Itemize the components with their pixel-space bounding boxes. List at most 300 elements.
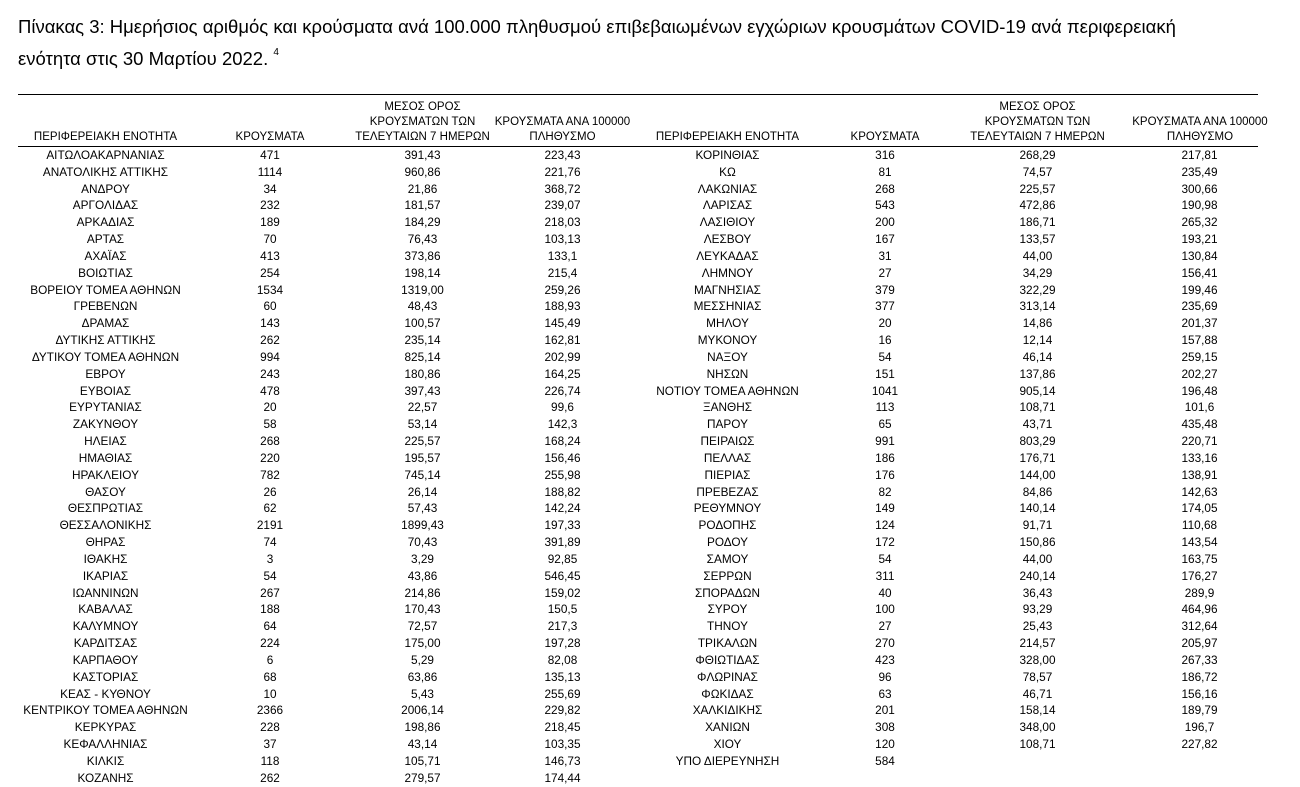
cases-cell: 82 xyxy=(878,484,892,499)
per100k-cell: 168,24 xyxy=(544,434,581,449)
cases-cell: 1534 xyxy=(256,282,284,297)
avg7-cell: 328,00 xyxy=(1019,652,1056,667)
avg7-cell: 905,14 xyxy=(1019,383,1056,398)
region-cell: ΡΟΔΟΠΗΣ xyxy=(698,518,757,533)
cases-cell: 308 xyxy=(875,720,895,735)
avg7-cell: 397,43 xyxy=(404,383,441,398)
region-cell: ΚΕΑΣ - ΚΥΘΝΟΥ xyxy=(60,686,151,701)
per100k-cell: 157,88 xyxy=(1181,333,1218,348)
footnote-marker: 4 xyxy=(273,47,279,58)
table-row xyxy=(0,214,1253,231)
cases-cell: 1041 xyxy=(871,383,899,398)
cases-cell: 60 xyxy=(263,299,277,314)
avg7-cell: 72,57 xyxy=(407,619,438,634)
table-top-rule xyxy=(18,94,1258,95)
cases-cell: 26 xyxy=(263,484,277,499)
header-region-left: ΠΕΡΙΦΕΡΕΙΑΚΗ ΕΝΟΤΗΤΑ xyxy=(33,131,178,143)
avg7-cell: 36,43 xyxy=(1022,585,1053,600)
per100k-cell: 235,49 xyxy=(1181,164,1218,179)
avg7-cell: 268,29 xyxy=(1019,148,1056,162)
region-cell: ΕΥΒΟΙΑΣ xyxy=(79,383,132,398)
region-cell: ΘΕΣΣΑΛΟΝΙΚΗΣ xyxy=(59,518,152,533)
cases-cell: 186 xyxy=(875,450,895,465)
region-cell: ΦΛΩΡΙΝΑΣ xyxy=(697,669,758,684)
header-per100k-left: ΚΡΟΥΣΜΑΤΑ ΑΝΑ 100000 ΠΛΗΘΥΣΜΟ xyxy=(494,116,631,143)
cases-cell: 68 xyxy=(263,669,277,684)
avg7-cell: 5,29 xyxy=(411,652,434,667)
table-row xyxy=(0,702,1253,719)
region-cell: ΗΡΑΚΛΕΙΟΥ xyxy=(72,467,139,482)
table-row xyxy=(0,450,1253,467)
per100k-cell: 312,64 xyxy=(1181,619,1218,634)
cases-cell: 379 xyxy=(875,282,895,297)
region-cell: ΑΡΚΑΔΙΑΣ xyxy=(76,215,135,230)
avg7-cell: 214,57 xyxy=(1019,636,1056,651)
per100k-cell: 368,72 xyxy=(544,181,581,196)
region-cell: ΣΕΡΡΩΝ xyxy=(703,568,752,583)
region-cell: ΠΑΡΟΥ xyxy=(707,417,748,432)
cases-cell: 584 xyxy=(875,753,895,768)
region-cell: ΑΡΓΟΛΙΔΑΣ xyxy=(72,198,139,213)
cases-cell: 64 xyxy=(263,619,277,634)
per100k-cell: 223,43 xyxy=(544,148,581,162)
avg7-cell: 43,86 xyxy=(407,568,438,583)
avg7-cell: 184,29 xyxy=(404,215,441,230)
cases-cell: 34 xyxy=(263,181,277,196)
per100k-cell: 546,45 xyxy=(544,568,581,583)
per100k-cell: 145,49 xyxy=(544,316,581,331)
cases-cell: 311 xyxy=(875,568,895,583)
cases-cell: 471 xyxy=(260,148,280,162)
table-row xyxy=(0,568,1253,585)
region-cell: ΝΟΤΙΟΥ ΤΟΜΕΑ ΑΘΗΝΩΝ xyxy=(656,383,799,398)
region-cell: ΑΧΑΪΑΣ xyxy=(84,248,127,263)
avg7-cell: 348,00 xyxy=(1019,720,1056,735)
cases-cell: 377 xyxy=(875,299,895,314)
region-cell: ΚΕΦΑΛΛΗΝΙΑΣ xyxy=(63,736,148,751)
per100k-cell: 174,05 xyxy=(1181,501,1218,516)
avg7-cell: 150,86 xyxy=(1019,535,1056,550)
per100k-cell: 391,89 xyxy=(544,535,581,550)
avg7-cell: 74,57 xyxy=(1022,164,1053,179)
region-cell: ΓΡΕΒΕΝΩΝ xyxy=(73,299,138,314)
per100k-cell: 188,93 xyxy=(544,299,581,314)
avg7-cell: 137,86 xyxy=(1019,366,1056,381)
per100k-cell: 265,32 xyxy=(1181,215,1218,230)
cases-cell: 27 xyxy=(878,619,892,634)
table-row xyxy=(0,197,1253,214)
per100k-cell: 202,27 xyxy=(1181,366,1218,381)
per100k-cell: 150,5 xyxy=(547,602,578,617)
per100k-cell: 190,98 xyxy=(1181,198,1218,213)
region-cell: ΚΑΣΤΟΡΙΑΣ xyxy=(72,669,139,684)
region-cell: ΤΗΝΟΥ xyxy=(707,619,748,634)
cases-cell: 124 xyxy=(875,518,895,533)
avg7-cell: 176,71 xyxy=(1019,450,1056,465)
avg7-cell: 91,71 xyxy=(1022,518,1053,533)
per100k-cell: 142,24 xyxy=(544,501,581,516)
avg7-cell: 1319,00 xyxy=(401,282,444,297)
cases-cell: 20 xyxy=(263,400,277,415)
avg7-cell: 170,43 xyxy=(404,602,441,617)
per100k-cell: 217,81 xyxy=(1181,148,1218,162)
cases-cell: 254 xyxy=(260,265,280,280)
cases-cell: 994 xyxy=(260,349,280,364)
table-row xyxy=(0,534,1253,551)
avg7-cell: 158,14 xyxy=(1019,703,1056,718)
avg7-cell: 84,86 xyxy=(1022,484,1053,499)
cases-cell: 10 xyxy=(263,686,277,701)
per100k-cell: 218,45 xyxy=(544,720,581,735)
region-cell: ΝΗΣΩΝ xyxy=(706,366,749,381)
region-cell: ΚΙΛΚΙΣ xyxy=(86,753,125,768)
per100k-cell: 156,41 xyxy=(1181,265,1218,280)
region-cell: ΑΝΔΡΟΥ xyxy=(81,181,130,196)
region-cell: ΔΥΤΙΚΟΥ ΤΟΜΕΑ ΑΘΗΝΩΝ xyxy=(31,349,180,364)
region-cell: ΜΗΛΟΥ xyxy=(706,316,749,331)
cases-cell: 1114 xyxy=(257,164,283,179)
cases-cell: 316 xyxy=(875,148,895,162)
table-row xyxy=(0,753,1253,770)
region-cell: ΣΑΜΟΥ xyxy=(706,551,749,566)
avg7-cell: 46,14 xyxy=(1022,349,1053,364)
table-row xyxy=(0,181,1253,198)
cases-cell: 118 xyxy=(260,753,280,768)
avg7-cell: 22,57 xyxy=(407,400,438,415)
per100k-cell: 259,26 xyxy=(544,282,581,297)
per100k-cell: 135,13 xyxy=(544,669,581,684)
avg7-cell: 78,57 xyxy=(1022,669,1053,684)
cases-cell: 58 xyxy=(263,417,277,432)
table-row xyxy=(0,618,1253,635)
cases-cell: 54 xyxy=(263,568,277,583)
cases-cell: 200 xyxy=(875,215,895,230)
avg7-cell: 46,71 xyxy=(1022,686,1053,701)
avg7-cell: 825,14 xyxy=(404,349,441,364)
avg7-cell: 12,14 xyxy=(1022,333,1053,348)
region-cell: ΘΕΣΠΡΩΤΙΑΣ xyxy=(67,501,144,516)
per100k-cell: 289,9 xyxy=(1184,585,1215,600)
per100k-cell: 196,7 xyxy=(1184,720,1215,735)
region-cell: ΕΒΡΟΥ xyxy=(85,366,126,381)
region-cell: ΦΘΙΩΤΙΔΑΣ xyxy=(695,652,760,667)
avg7-cell: 803,29 xyxy=(1019,434,1056,449)
table-row xyxy=(0,467,1253,484)
cases-cell: 543 xyxy=(875,198,895,213)
region-cell: ΑΝΑΤΟΛΙΚΗΣ ΑΤΤΙΚΗΣ xyxy=(42,164,169,179)
region-cell: ΗΜΑΘΙΑΣ xyxy=(78,450,133,465)
avg7-cell: 235,14 xyxy=(404,333,441,348)
avg7-cell: 225,57 xyxy=(404,434,441,449)
cases-cell: 267 xyxy=(260,585,280,600)
avg7-cell: 2006,14 xyxy=(401,703,444,718)
cases-cell: 151 xyxy=(875,366,895,381)
per100k-cell: 159,02 xyxy=(544,585,581,600)
per100k-cell: 221,76 xyxy=(544,164,581,179)
avg7-cell: 63,86 xyxy=(407,669,438,684)
per100k-cell: 199,46 xyxy=(1181,282,1218,297)
per100k-cell: 186,72 xyxy=(1181,669,1218,684)
cases-cell: 188 xyxy=(260,602,280,617)
cases-cell: 63 xyxy=(878,686,892,701)
header-cases-left: ΚΡΟΥΣΜΑΤΑ xyxy=(235,131,305,143)
table-row xyxy=(0,652,1253,669)
region-cell: ΘΑΣΟΥ xyxy=(85,484,126,499)
per100k-cell: 300,66 xyxy=(1181,181,1218,196)
cases-cell: 270 xyxy=(875,636,895,651)
table-row xyxy=(0,416,1253,433)
per100k-cell: 267,33 xyxy=(1181,652,1218,667)
per100k-cell: 162,81 xyxy=(544,333,581,348)
cases-cell: 54 xyxy=(878,551,892,566)
cases-cell: 413 xyxy=(260,248,280,263)
avg7-cell: 21,86 xyxy=(407,181,438,196)
table-row xyxy=(0,736,1253,753)
region-cell: ΑΙΤΩΛΟΑΚΑΡΝΑΝΙΑΣ xyxy=(46,148,165,162)
region-cell: ΛΕΥΚΑΔΑΣ xyxy=(696,248,759,263)
region-cell: ΣΠΟΡΑΔΩΝ xyxy=(694,585,761,600)
per100k-cell: 138,91 xyxy=(1181,467,1218,482)
region-cell: ΡΕΘΥΜΝΟΥ xyxy=(693,501,762,516)
per100k-cell: 229,82 xyxy=(544,703,581,718)
header-avg7-right: ΜΕΣΟΣ ΟΡΟΣ ΚΡΟΥΣΜΑΤΩΝ ΤΩΝ ΤΕΛΕΥΤΑΙΩΝ 7 ΗΜΕΡΩΝ xyxy=(970,101,1105,143)
table-row xyxy=(0,484,1253,501)
table-row xyxy=(0,248,1253,265)
per100k-cell: 226,74 xyxy=(544,383,581,398)
cases-cell: 228 xyxy=(260,720,280,735)
avg7-cell: 105,71 xyxy=(404,753,441,768)
avg7-cell: 198,14 xyxy=(404,265,441,280)
table-row xyxy=(0,601,1253,618)
region-cell: ΙΩΑΝΝΙΝΩΝ xyxy=(72,585,139,600)
per100k-cell: 103,35 xyxy=(544,736,581,751)
per100k-cell: 99,6 xyxy=(551,400,574,415)
region-cell: ΔΥΤΙΚΗΣ ΑΤΤΙΚΗΣ xyxy=(55,333,156,348)
region-cell: ΗΛΕΙΑΣ xyxy=(84,434,127,449)
region-cell: ΒΟΡΕΙΟΥ ΤΟΜΕΑ ΑΘΗΝΩΝ xyxy=(30,282,181,297)
region-cell: ΛΕΣΒΟΥ xyxy=(703,232,752,247)
header-region-right: ΠΕΡΙΦΕΡΕΙΑΚΗ ΕΝΟΤΗΤΑ xyxy=(655,131,800,143)
per100k-cell: 435,48 xyxy=(1181,417,1218,432)
cases-cell: 423 xyxy=(875,652,895,667)
avg7-cell: 322,29 xyxy=(1019,282,1056,297)
per100k-cell: 255,69 xyxy=(544,686,581,701)
region-cell: ΚΟΡΙΝΘΙΑΣ xyxy=(695,148,760,162)
per100k-cell: 205,97 xyxy=(1181,636,1218,651)
per100k-cell: 133,1 xyxy=(547,248,578,263)
table-row xyxy=(0,669,1253,686)
per100k-cell: 201,37 xyxy=(1181,316,1218,331)
cases-cell: 37 xyxy=(263,736,277,751)
avg7-cell: 53,14 xyxy=(407,417,438,432)
table-row xyxy=(0,383,1253,400)
region-cell: ΧΑΛΚΙΔΙΚΗΣ xyxy=(692,703,763,718)
cases-cell: 782 xyxy=(260,467,280,482)
avg7-cell: 391,43 xyxy=(404,148,441,162)
table-caption xyxy=(18,12,1278,73)
table-right-half xyxy=(0,147,1253,770)
table-row xyxy=(0,686,1253,703)
region-cell: ΕΥΡΥΤΑΝΙΑΣ xyxy=(69,400,142,415)
cases-cell: 40 xyxy=(878,585,892,600)
cases-cell: 16 xyxy=(878,333,892,348)
cases-cell: 268 xyxy=(260,434,280,449)
per100k-cell: 103,13 xyxy=(544,232,581,247)
per100k-cell: 259,15 xyxy=(1181,349,1218,364)
region-cell: ΚΕΡΚΥΡΑΣ xyxy=(74,720,137,735)
table-row xyxy=(0,282,1253,299)
avg7-cell: 198,86 xyxy=(404,720,441,735)
avg7-cell: 181,57 xyxy=(404,198,441,213)
cases-cell: 2191 xyxy=(256,518,284,533)
region-cell: ΔΡΑΜΑΣ xyxy=(81,316,130,331)
cases-cell: 74 xyxy=(263,535,277,550)
region-cell: ΣΥΡΟΥ xyxy=(707,602,748,617)
cases-cell: 243 xyxy=(260,366,280,381)
per100k-cell: 255,98 xyxy=(544,467,581,482)
region-cell: ΖΑΚΥΝΘΟΥ xyxy=(72,417,139,432)
table-row xyxy=(0,366,1253,383)
avg7-cell: 3,29 xyxy=(411,551,434,566)
per100k-cell: 215,4 xyxy=(547,265,578,280)
avg7-cell: 108,71 xyxy=(1019,400,1056,415)
region-cell: ΜΑΓΝΗΣΙΑΣ xyxy=(694,282,761,297)
avg7-cell: 93,29 xyxy=(1022,602,1053,617)
region-cell: ΛΑΚΩΝΙΑΣ xyxy=(697,181,758,196)
avg7-cell: 57,43 xyxy=(407,501,438,516)
region-cell: ΠΡΕΒΕΖΑΣ xyxy=(696,484,759,499)
avg7-cell: 100,57 xyxy=(404,316,441,331)
per100k-cell: 218,03 xyxy=(544,215,581,230)
table-row xyxy=(0,719,1253,736)
per100k-cell: 110,68 xyxy=(1181,518,1218,533)
region-cell: ΚΕΝΤΡΙΚΟΥ ΤΟΜΕΑ ΑΘΗΝΩΝ xyxy=(23,703,188,718)
per100k-cell: 146,73 xyxy=(544,753,581,768)
cases-cell: 6 xyxy=(266,652,274,667)
table-row xyxy=(0,551,1253,568)
per100k-cell: 188,82 xyxy=(544,484,581,499)
per100k-cell: 197,33 xyxy=(544,518,581,533)
cases-cell: 232 xyxy=(260,198,280,213)
avg7-cell: 240,14 xyxy=(1019,568,1056,583)
region-cell: ΠΕΙΡΑΙΩΣ xyxy=(700,434,755,449)
per100k-cell: 196,48 xyxy=(1181,383,1218,398)
avg7-cell: 26,14 xyxy=(407,484,438,499)
per100k-cell: 156,16 xyxy=(1181,686,1218,701)
region-cell: ΛΗΜΝΟΥ xyxy=(701,265,754,280)
per100k-cell: 239,07 xyxy=(544,198,581,213)
cases-cell: 100 xyxy=(875,602,895,617)
table-row xyxy=(0,517,1253,534)
cases-cell: 27 xyxy=(878,265,892,280)
avg7-cell: 44,00 xyxy=(1022,248,1053,263)
per100k-cell: 227,82 xyxy=(1181,736,1218,751)
per100k-cell: 92,85 xyxy=(547,551,578,566)
per100k-cell: 142,3 xyxy=(547,417,578,432)
region-cell: ΙΘΑΚΗΣ xyxy=(83,551,128,566)
region-cell: ΒΟΙΩΤΙΑΣ xyxy=(78,265,133,280)
caption-line-1: Πίνακας 3: Ημερήσιος αριθμός και κρούσματα ανά 100.000 πληθυσμού επιβεβαιωμένων εγχώριων κρουσμάτων COVID-19 ανά περιφερειακή xyxy=(18,16,1176,37)
avg7-cell: 14,86 xyxy=(1022,316,1053,331)
region-cell: ΠΙΕΡΙΑΣ xyxy=(704,467,751,482)
per100k-cell: 235,69 xyxy=(1181,299,1218,314)
cases-cell: 3 xyxy=(266,551,274,566)
per100k-cell: 82,08 xyxy=(547,652,578,667)
per100k-cell: 142,63 xyxy=(1181,484,1218,499)
table-row xyxy=(0,399,1253,416)
header-per100k-right: ΚΡΟΥΣΜΑΤΑ ΑΝΑ 100000 ΠΛΗΘΥΣΜΟ xyxy=(1132,116,1268,143)
region-cell: ΜΥΚΟΝΟΥ xyxy=(697,333,758,348)
table-row xyxy=(0,164,1253,181)
cases-cell: 991 xyxy=(875,434,895,449)
region-cell: ΚΩ xyxy=(719,164,736,179)
table-row xyxy=(0,349,1253,366)
avg7-cell: 175,00 xyxy=(404,636,441,651)
cases-cell: 189 xyxy=(260,215,280,230)
per100k-cell: 193,21 xyxy=(1181,232,1218,247)
cases-cell: 120 xyxy=(875,736,895,751)
region-cell: ΥΠΟ ΔΙΕΡΕΥΝΗΣΗ xyxy=(675,753,780,768)
header-avg7-left: ΜΕΣΟΣ ΟΡΟΣ ΚΡΟΥΣΜΑΤΩΝ ΤΩΝ ΤΕΛΕΥΤΑΙΩΝ 7 ΗΜΕΡΩΝ xyxy=(355,101,490,143)
avg7-cell: 180,86 xyxy=(404,366,441,381)
region-cell: ΚΑΒΑΛΑΣ xyxy=(78,602,133,617)
cases-cell: 54 xyxy=(878,349,892,364)
per100k-cell: 156,46 xyxy=(544,450,581,465)
region-cell: ΛΑΡΙΣΑΣ xyxy=(702,198,753,213)
per100k-cell: 217,3 xyxy=(547,619,578,634)
avg7-cell: 186,71 xyxy=(1019,215,1056,230)
cases-cell: 167 xyxy=(875,232,895,247)
cases-cell: 2366 xyxy=(256,703,284,718)
table-row xyxy=(0,433,1253,450)
avg7-cell: 25,43 xyxy=(1022,619,1053,634)
header-cases-right: ΚΡΟΥΣΜΑΤΑ xyxy=(850,131,920,143)
region-cell: ΦΩΚΙΔΑΣ xyxy=(701,686,754,701)
table-row xyxy=(0,265,1253,282)
cases-cell: 143 xyxy=(260,316,280,331)
avg7-cell: 373,86 xyxy=(404,248,441,263)
avg7-cell: 472,86 xyxy=(1019,198,1056,213)
per100k-cell: 143,54 xyxy=(1181,535,1218,550)
avg7-cell: 34,29 xyxy=(1022,265,1053,280)
cases-cell: 176 xyxy=(875,467,895,482)
cases-cell: 268 xyxy=(875,181,895,196)
cases-cell: 262 xyxy=(260,333,280,348)
region-cell: ΚΟΖΑΝΗΣ xyxy=(77,770,134,785)
table-row xyxy=(0,332,1253,349)
avg7-cell: 144,00 xyxy=(1019,467,1056,482)
region-cell: ΛΑΣΙΘΙΟΥ xyxy=(699,215,756,230)
cases-cell: 201 xyxy=(875,703,895,718)
region-cell: ΘΗΡΑΣ xyxy=(85,535,126,550)
per100k-cell: 101,6 xyxy=(1184,400,1215,415)
region-cell: ΡΟΔΟΥ xyxy=(706,535,749,550)
per100k-cell: 130,84 xyxy=(1181,248,1218,263)
per100k-cell: 174,44 xyxy=(544,770,581,785)
cases-cell: 65 xyxy=(878,417,892,432)
table-row xyxy=(0,147,1253,164)
avg7-cell: 108,71 xyxy=(1019,736,1056,751)
cases-cell: 62 xyxy=(263,501,277,516)
avg7-cell: 214,86 xyxy=(404,585,441,600)
per100k-cell: 163,75 xyxy=(1181,551,1218,566)
cases-cell: 70 xyxy=(263,232,277,247)
per100k-cell: 202,99 xyxy=(544,349,581,364)
table-row xyxy=(0,315,1253,332)
avg7-cell: 43,14 xyxy=(407,736,438,751)
table-row xyxy=(0,500,1253,517)
region-cell: ΙΚΑΡΙΑΣ xyxy=(82,568,129,583)
